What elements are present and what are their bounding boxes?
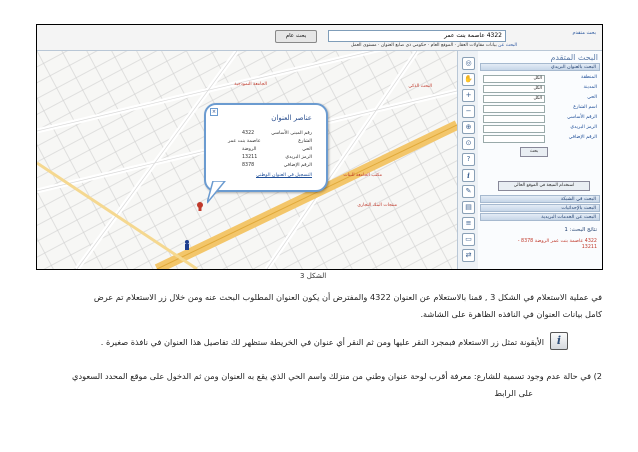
globe-icon[interactable]: ◎: [462, 57, 475, 70]
popup-row-value: عاصمة بنت عمر: [228, 139, 261, 144]
figure-caption: الشكل 3: [300, 272, 327, 280]
popup-row-label: رقم المبنى الأساسي: [271, 131, 312, 136]
register-address-link[interactable]: التسجيل في العنوان الوطني: [256, 173, 312, 178]
map-tools: [457, 51, 479, 269]
search-type-label: البحث عن: [498, 43, 517, 48]
popup-row-value: 13211: [242, 155, 258, 160]
pan-icon[interactable]: ✋: [462, 73, 475, 86]
share-icon[interactable]: ⇄: [462, 249, 475, 262]
paragraph-line: كامل بيانات العنوان في النافذه الظاهرة على الشاشة.: [420, 309, 602, 319]
popup-row-value: الروضة: [242, 147, 257, 152]
postal-code-label: الرمز البريدي: [570, 125, 597, 130]
additional-number-input[interactable]: [483, 135, 545, 143]
region-select[interactable]: الكل: [483, 75, 545, 83]
map-label: مكتب الجامعة للبنات: [343, 173, 382, 178]
district-label: الحي: [587, 95, 597, 100]
map-label: البحث الذكي: [408, 84, 432, 89]
popup-row-value: 8378: [242, 163, 255, 168]
zoom-in-icon[interactable]: +: [462, 89, 475, 102]
region-label: المنطقة: [581, 75, 597, 80]
info-icon[interactable]: i: [462, 169, 475, 182]
search-type-options[interactable]: [237, 42, 517, 50]
search-toolbar: [37, 25, 602, 51]
panel-title: البحث المتقدم: [550, 53, 598, 62]
zoom-out-icon[interactable]: −: [462, 105, 475, 118]
popup-row-label: الشارع: [298, 139, 312, 144]
city-label: المدينة: [583, 85, 597, 90]
person-marker-icon[interactable]: [185, 240, 189, 250]
building-number-input[interactable]: [483, 115, 545, 123]
paragraph-line: الأيقونة تمثل زر الاستعلام فبمجرد النقر عليها ومن ثم النقر أي عنوان في الخريطة ستظهر لك تفاصيل هذا العنوان في نافذة صغيرة .: [100, 337, 544, 347]
popup-pointer: [207, 181, 227, 205]
city-select[interactable]: الكل: [483, 85, 545, 93]
advanced-search-link[interactable]: بحث متقدم: [572, 30, 596, 36]
paragraph-line: في عملية الاستعلام في الشكل 3 , قمنا بالاستعلام عن العنوان 4322 والمفترض أن يكون العنوان المطلوب البحث عنه ومن خلال زر الاستعلام تم عرض: [93, 292, 602, 302]
popup-row-label: الحي: [302, 147, 312, 152]
results-title: نتائج البحث: 1: [564, 227, 597, 233]
search-input[interactable]: 4322 عاصمة بنت عمر: [328, 30, 506, 42]
layers-icon[interactable]: ≡: [462, 217, 475, 230]
building-number-label: الرقم الأساسي: [566, 115, 597, 120]
district-select[interactable]: الكل: [483, 95, 545, 103]
search-type-values[interactable]: بيانات مقاولات العقار · الموقع العام · حكومي ذي ضابع العنوان · مستوى العمل: [350, 43, 497, 48]
postal-code-input[interactable]: [483, 125, 545, 133]
result-item[interactable]: 4322 عاصمة بنت عمر الروضة 8378 - 13211: [517, 239, 597, 250]
popup-row-label: الرقم الإضافي: [283, 163, 312, 168]
identify-icon[interactable]: ?: [462, 153, 475, 166]
map-application-screenshot: [36, 24, 603, 270]
search-button[interactable]: بحث عام: [275, 30, 317, 43]
print-icon[interactable]: ▤: [462, 201, 475, 214]
street-label: اسم الشارع: [573, 105, 597, 110]
use-result-button[interactable]: استخدام النتيجة في الموقع الحالي: [498, 181, 590, 191]
paragraph-line: 2) في حالة عدم وجود تسمية للشارع: معرفة أقرب لوحة عنوان وطني من منزلك واسم الحي الذي يقع به العنوان ومن ثم الدخول على موقع المحدد السعودي: [72, 371, 602, 381]
popup-row-label: الرمز البريدي: [285, 155, 312, 160]
zoom-box-icon[interactable]: ⊕: [462, 121, 475, 134]
zoom-extent-icon[interactable]: ⊙: [462, 137, 475, 150]
map-label: الجامعة النموذجية: [234, 82, 267, 87]
paragraph-line: على الرابط: [494, 388, 533, 398]
section-header-services[interactable]: البحث عن الخدمات البريدية: [480, 213, 600, 221]
close-icon[interactable]: ×: [211, 109, 217, 115]
info-icon: i: [550, 332, 568, 350]
address-details-popup: [204, 103, 328, 192]
additional-number-label: الرقم الإضافي: [568, 135, 597, 140]
section-header-address[interactable]: البحث بالعنوان البريدي: [480, 63, 600, 71]
map-label: منتجات البنك التجاري: [357, 203, 397, 208]
bookmark-icon[interactable]: ▭: [462, 233, 475, 246]
measure-icon[interactable]: ✎: [462, 185, 475, 198]
panel-search-button[interactable]: بحث: [520, 147, 548, 157]
popup-title: عناصر العنوان: [271, 114, 312, 122]
popup-row-value: 4322: [242, 131, 255, 136]
section-header-network[interactable]: البحث في الشبكة: [480, 195, 600, 203]
street-input[interactable]: [483, 105, 545, 113]
search-panel: [478, 51, 602, 269]
section-header-coordinates[interactable]: البحث بالإحداثيات: [480, 204, 600, 212]
